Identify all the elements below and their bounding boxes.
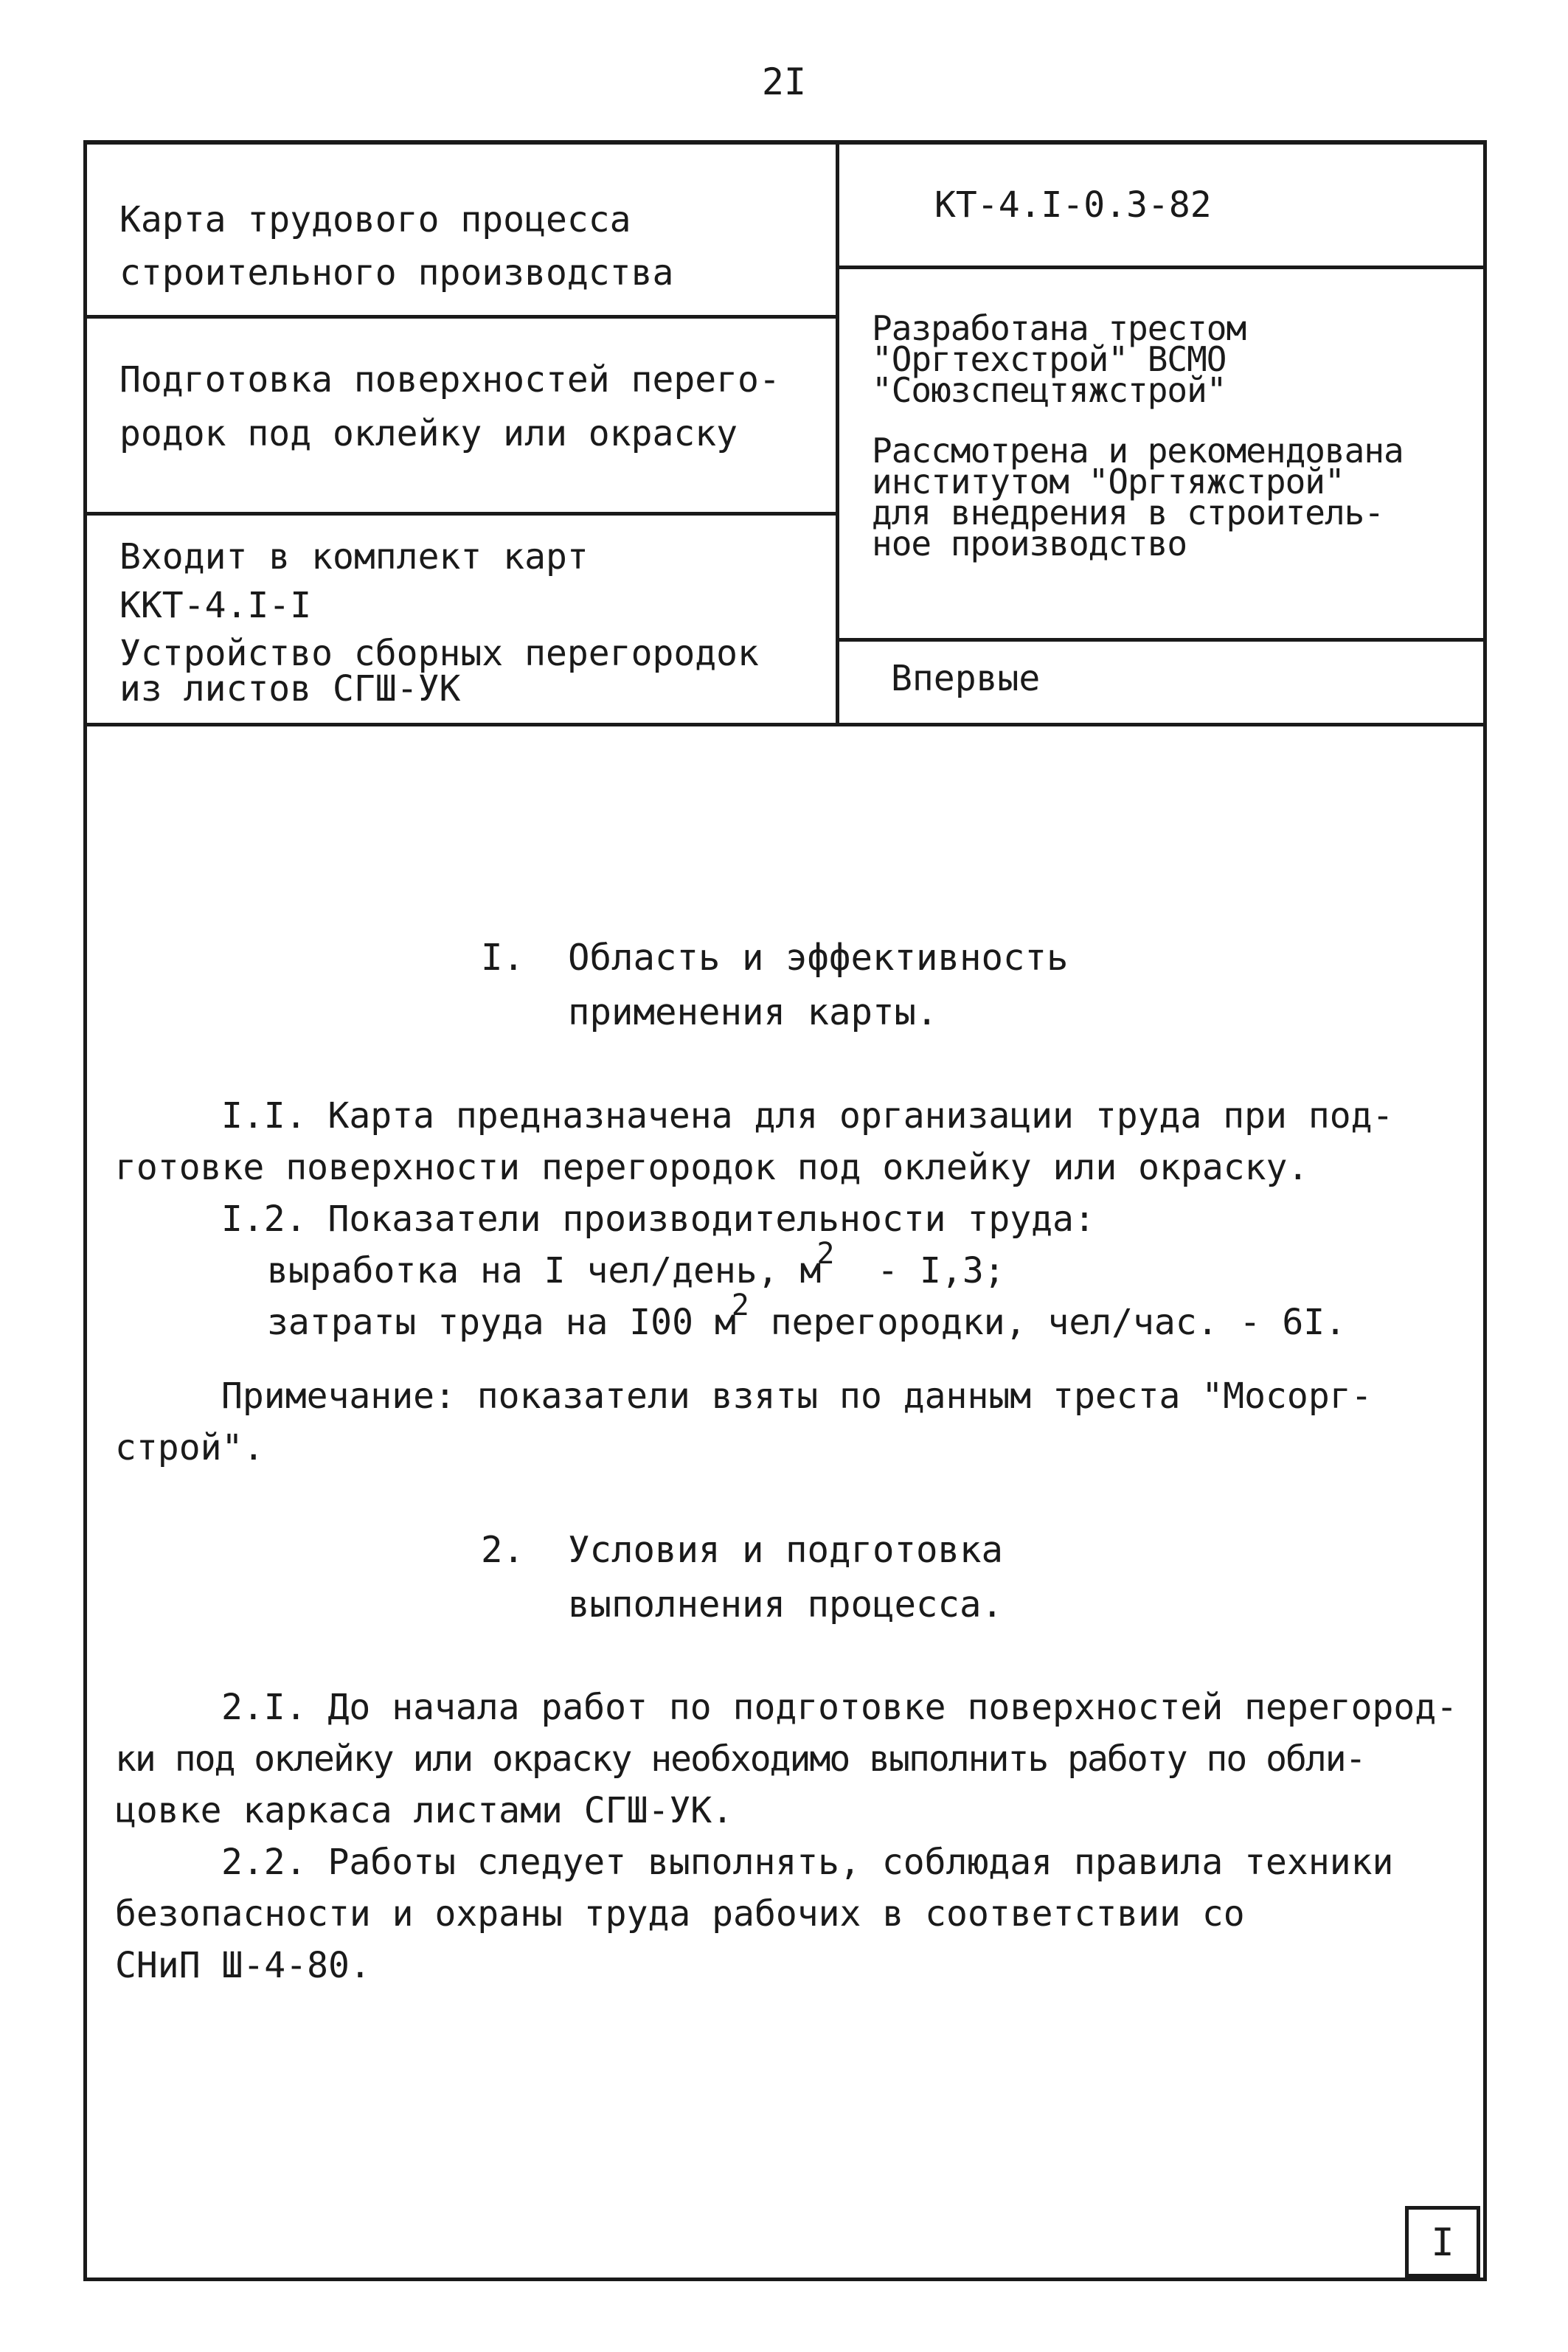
paragraph-2-1-line-2: ки под оклейку или окраску необходимо выполнить работу по обли- — [115, 1738, 1365, 1780]
paragraph-1-1-line-1: I.I. Карта предназначена для организации труда при под- — [221, 1095, 1394, 1137]
set-line-3: Устройство сборных перегородок — [119, 633, 759, 674]
card-title-line-1: Подготовка поверхностей перего- — [119, 359, 780, 400]
note-line-2: строй". — [115, 1427, 265, 1468]
reviewed-line-1: Рассмотрена и рекомендована — [872, 431, 1404, 471]
paragraph-2-1-line-3: цовке каркаса листами СГШ-УК. — [115, 1790, 734, 1831]
header-divider-2-right — [839, 638, 1483, 642]
note-line-1: Примечание: показатели взяты по данным треста "Мосорг- — [221, 1376, 1373, 1417]
labor-cost-text: затраты труда на I00 м — [267, 1302, 736, 1343]
sheet-number: I — [1431, 2221, 1454, 2265]
paragraph-1-2-line-3 — [267, 1288, 1347, 1349]
paragraph-1-2-line-1: I.2. Показатели производительности труда: — [221, 1198, 1095, 1240]
section-2-title-line-1: Условия и подготовка — [568, 1529, 1004, 1571]
header-divider-1-right — [839, 266, 1483, 269]
header-bottom-line — [87, 723, 1483, 726]
section-1-title-line-2: применения карты. — [568, 991, 938, 1033]
paragraph-2-2-line-2: безопасности и охраны труда рабочих в соответствии со — [115, 1893, 1245, 1935]
card-title-line-2: родок под оклейку или окраску — [119, 413, 738, 454]
developer-line-1: Разработана трестом — [872, 308, 1246, 348]
card-code: КТ-4.I-0.3-82 — [934, 184, 1212, 226]
paragraph-2-2-line-1: 2.2. Работы следует выполнять, соблюдая правила техники — [221, 1842, 1394, 1883]
section-2-title-line-2: выполнения процесса. — [568, 1583, 1004, 1626]
labor-cost-value: перегородки, чел/час. - 6I. — [749, 1302, 1347, 1343]
sheet-number-box — [1405, 2206, 1480, 2278]
paragraph-2-1-line-1: 2.I. До начала работ по подготовке поверхностей перегород- — [221, 1687, 1458, 1728]
header-divider-2-left — [87, 512, 836, 516]
paragraph-1-2-line-2 — [267, 1237, 1005, 1297]
square-meter-superscript: 2 — [731, 1288, 749, 1322]
card-type-line-2: строительного производства — [119, 252, 674, 294]
reviewed-line-3: для внедрения в строитель- — [872, 493, 1384, 533]
square-meter-superscript: 2 — [816, 1237, 835, 1271]
set-line-4: из листов СГШ-УК — [119, 668, 461, 710]
output-rate-text: выработка на I чел/день, м — [267, 1250, 822, 1291]
developer-line-3: "Союзспецтяжстрой" — [872, 370, 1227, 410]
card-type-line-1: Карта трудового процесса — [119, 199, 631, 240]
reviewed-line-2: институтом "Оргтяжстрой" — [872, 462, 1345, 502]
paragraph-1-1-line-2: готовке поверхности перегородок под оклейку или окраску. — [115, 1147, 1309, 1188]
set-line-2: ККТ-4.I-I — [119, 585, 312, 626]
reviewed-line-4: ное производство — [872, 524, 1187, 563]
section-1-number: I. — [481, 937, 525, 979]
section-2-number: 2. — [481, 1529, 525, 1571]
page-number: 2I — [761, 60, 807, 103]
section-1-title-line-1: Область и эффективность — [568, 937, 1069, 979]
header-divider-1-left — [87, 315, 836, 319]
paragraph-2-2-line-3: СНиП Ш-4-80. — [115, 1945, 371, 1986]
set-line-1: Входит в комплект карт — [119, 536, 589, 577]
developer-line-2: "Оргтехстрой" ВСМО — [872, 339, 1227, 379]
output-rate-value: - I,3; — [834, 1250, 1005, 1291]
edition-status: Впервые — [891, 658, 1041, 699]
